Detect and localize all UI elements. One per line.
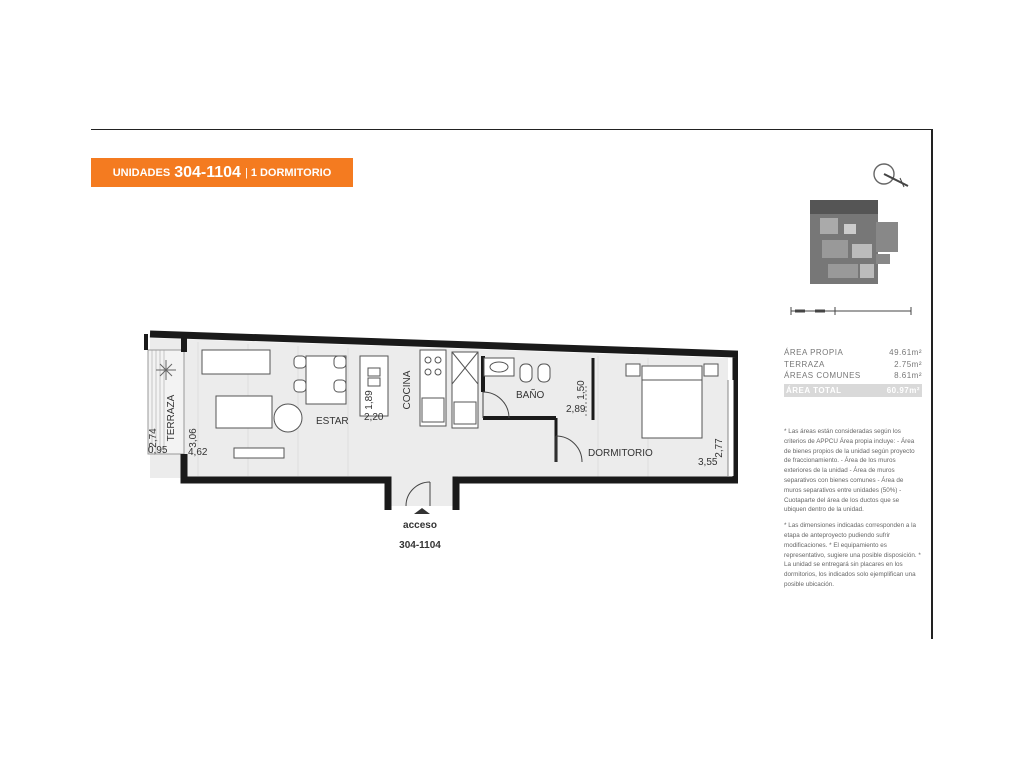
- area-label: ÁREAS COMUNES: [784, 371, 861, 380]
- notes: [784, 427, 922, 596]
- kitchen-depth: 1,89: [364, 390, 375, 410]
- units-number: 304-1104: [174, 163, 241, 181]
- terrace-label: TERRAZA: [166, 394, 177, 442]
- note-paragraph: * Las áreas están consideradas según los criterios de APPCU Área propia incluye: - Área de bienes propios de la unidad según proyecto de fraccionamiento. - Área de los muros exteriores de la unidad - Área de muros separativos con bienes comunes - Área de muros separativos entre unidades (50%) - Cuotaparte del área de los ductos que se ubiquen dentro de la unidad.: [784, 428, 915, 514]
- unit-banner: [91, 158, 353, 187]
- area-table: [784, 347, 922, 397]
- area-value: 2.75m²: [894, 359, 922, 369]
- kitchen-label: COCINA: [402, 370, 413, 410]
- terrace-depth: 2,74: [148, 428, 159, 448]
- living-width: 4,62: [188, 447, 208, 458]
- area-total-row: [784, 384, 922, 397]
- top-rule: [91, 129, 933, 130]
- right-rule: [931, 129, 933, 639]
- area-row: [784, 370, 922, 382]
- area-total-value: 60.97m²: [886, 385, 920, 395]
- bath-width: 2,89: [566, 404, 586, 415]
- area-value: 49.61m²: [889, 348, 922, 357]
- area-row: [784, 347, 922, 359]
- bath-label: BAÑO: [516, 390, 545, 401]
- area-label: ÁREA PROPIA: [784, 348, 844, 357]
- units-prefix: UNIDADES: [112, 166, 171, 179]
- access-label: acceso: [403, 520, 437, 531]
- units-type: 1 DORMITORIO: [250, 166, 332, 179]
- area-value: 8.61m²: [894, 371, 922, 380]
- note-paragraph: * Las dimensiones indicadas corresponden a la etapa de anteproyecto pudiendo sufrir modificaciones. * El equipamiento es representativo, sugiere una posible disposición. * La unidad se entregará sin placares en los dormitorios, los indicados solo ejemplifican una posible ubicación.: [784, 522, 921, 588]
- kitchen-width: 2,20: [364, 412, 384, 423]
- area-total-label: ÁREA TOTAL: [786, 385, 842, 395]
- area-row: [784, 359, 922, 371]
- access-unit: 304-1104: [399, 540, 441, 551]
- compass-icon: [870, 160, 910, 190]
- bedroom-depth: 2,77: [714, 438, 725, 458]
- scale-bar-icon: [789, 303, 914, 317]
- units-separator: |: [244, 166, 248, 179]
- bedroom-label: DORMITORIO: [588, 448, 653, 459]
- area-label: TERRAZA: [784, 359, 825, 369]
- bath-depth: 1,50: [576, 380, 587, 400]
- living-depth: 3,06: [188, 428, 199, 448]
- living-label: ESTAR: [316, 416, 349, 427]
- floor-plan: [138, 328, 738, 558]
- terrace-width: 0,95: [148, 445, 168, 456]
- bedroom-width: 3,55: [698, 457, 718, 468]
- key-plan-icon: [808, 194, 900, 286]
